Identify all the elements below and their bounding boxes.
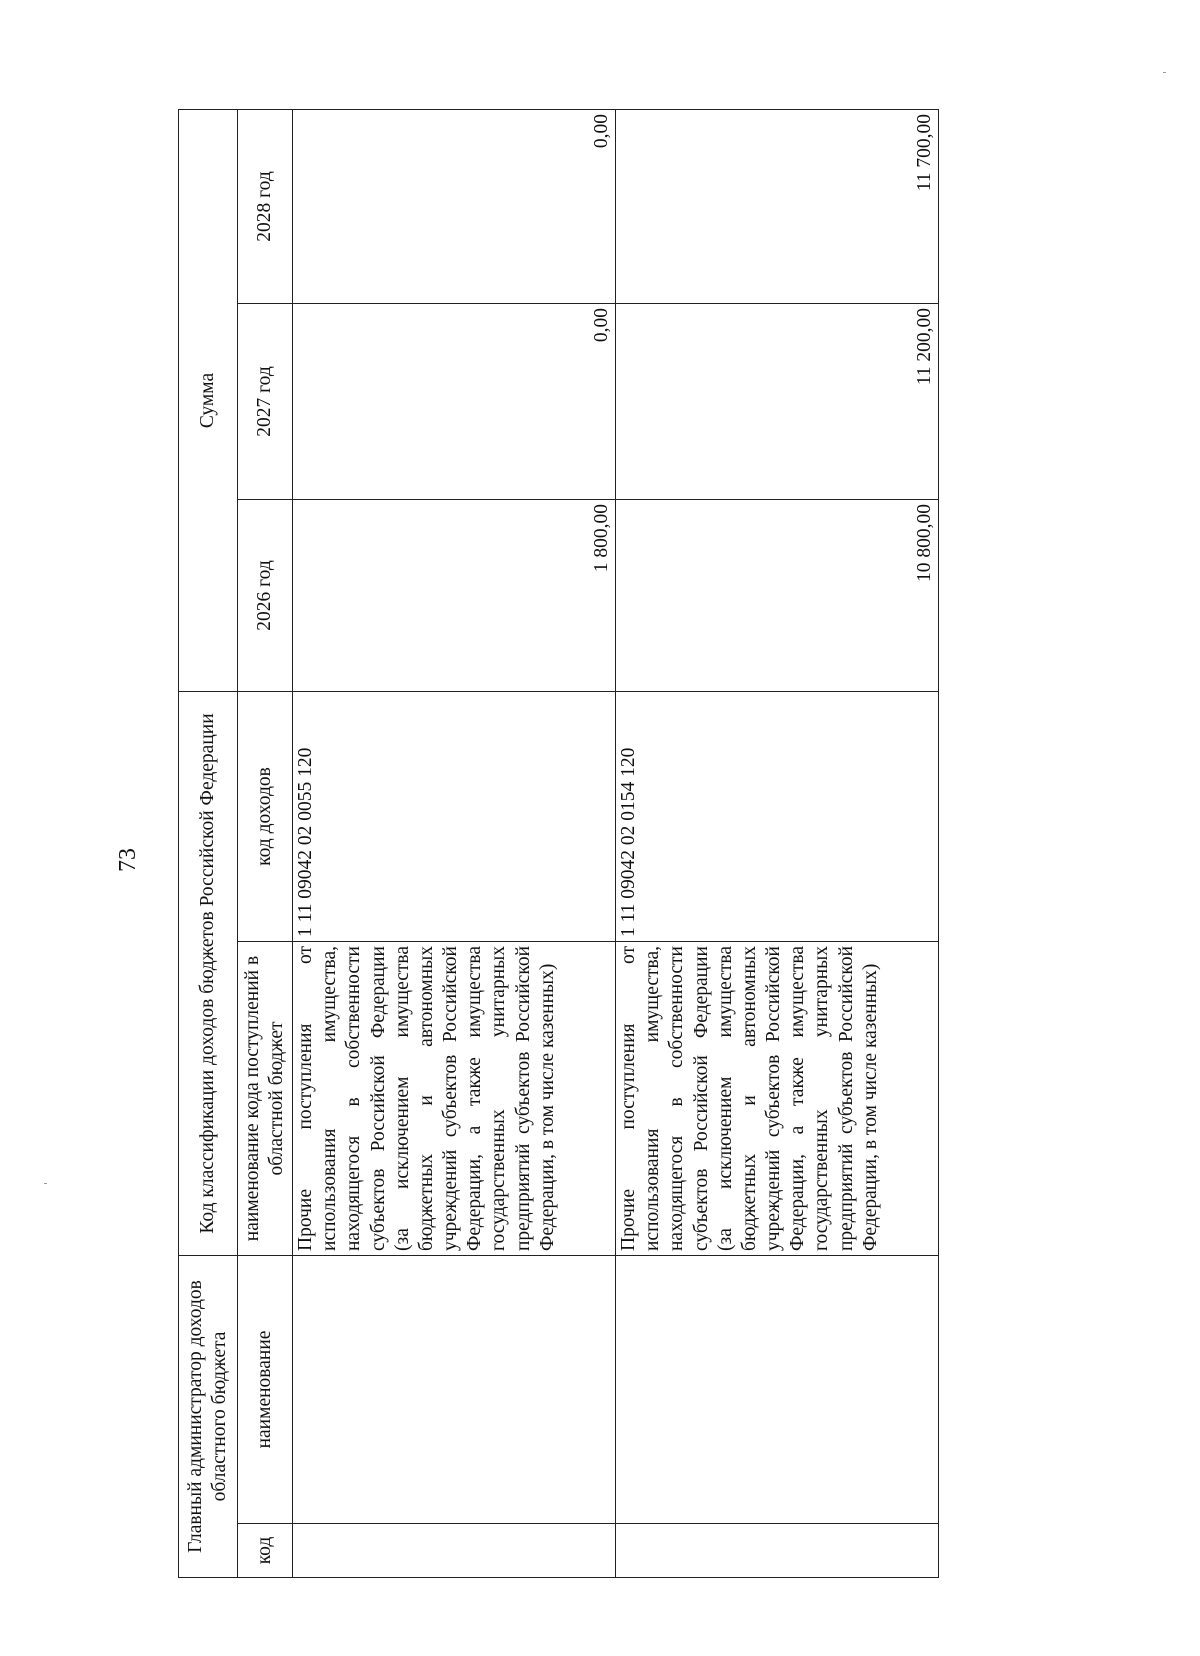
income-name-header: наименование кода поступлений в областной бюджет [238,942,293,1256]
budget-income-table [178,109,939,1578]
admin-name-cell [616,1256,939,1524]
sum-2028-cell: 11 700,00 [616,110,939,304]
table-row [293,110,616,1578]
sum-2028-cell: 0,00 [293,110,616,304]
rotated-table-wrapper [178,110,958,1578]
year-2027-header: 2027 год [238,304,293,500]
admin-name-cell [293,1256,616,1524]
year-2028-header: 2028 год [238,110,293,304]
income-code-cell: 1 11 09042 02 0154 120 [616,692,939,942]
sum-2026-cell: 1 800,00 [293,500,616,692]
admin-code-cell [616,1524,939,1578]
year-2026-header: 2026 год [238,500,293,692]
income-code-header: код доходов [238,692,293,942]
sum-2027-cell: 11 200,00 [616,304,939,500]
table-row [616,110,939,1578]
admin-name-header: наименование [238,1256,293,1524]
header-row-1 [179,110,238,1578]
page-number: 73 [115,848,141,872]
admin-group-header: Главный администратор доходов областного бюджета [179,1256,238,1578]
header-row-2 [238,110,293,1578]
admin-code-cell [293,1524,616,1578]
sum-2026-cell: 10 800,00 [616,500,939,692]
sum-2027-cell: 0,00 [293,304,616,500]
admin-code-header: код [238,1524,293,1578]
income-name-cell: Прочие поступления от использования имущества, находящегося в собственности субъектов Российской Федерации (за исключением имущества бюджетных и автономных учреждений субъектов Российской Федерации, а также имущества государственных унитарных предприятий субъектов Российской Федерации, в том числе казенных) [616,942,939,1256]
income-name-cell: Прочие поступления от использования имущества, находящегося в собственности субъектов Российской Федерации (за исключением имущества бюджетных и автономных учреждений субъектов Российской Федерации, а также имущества государственных унитарных предприятий субъектов Российской Федерации, в том числе казенных) [293,942,616,1256]
classification-group-header: Код классификации доходов бюджетов Российской Федерации [179,692,238,1256]
sum-group-header: Сумма [179,110,238,692]
income-code-cell: 1 11 09042 02 0055 120 [293,692,616,942]
